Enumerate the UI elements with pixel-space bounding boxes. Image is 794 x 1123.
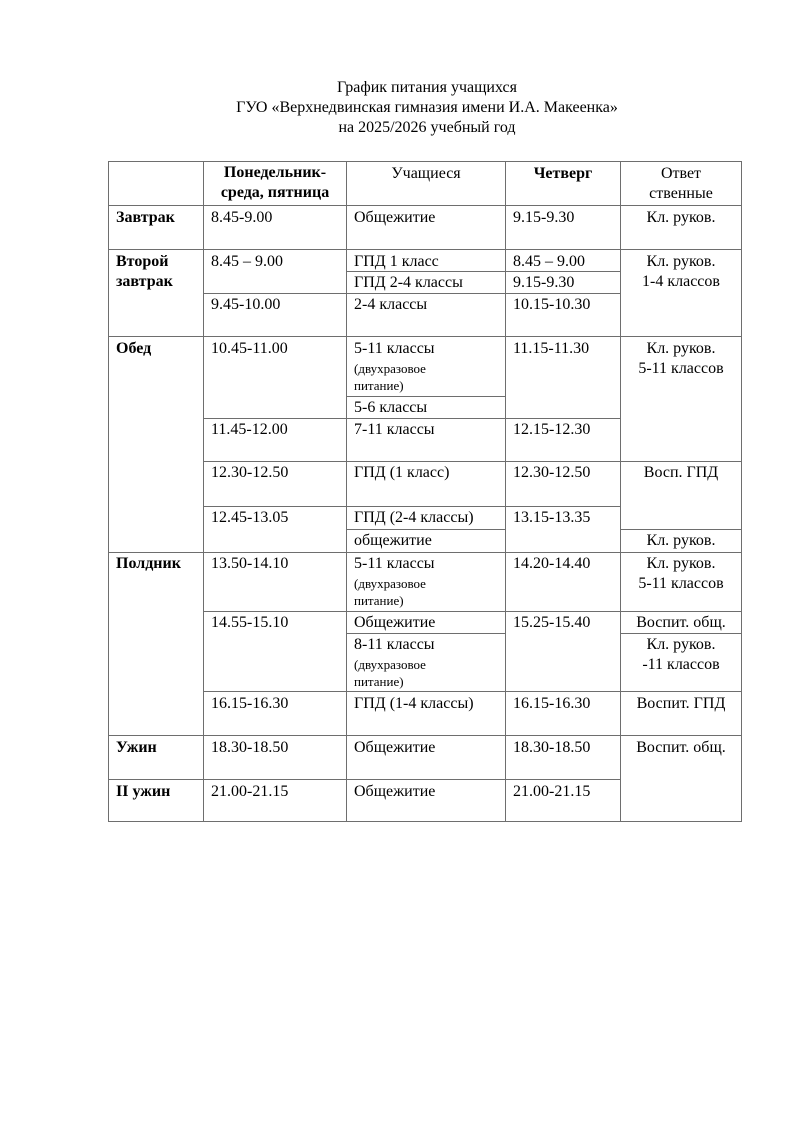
lunch-responsible-4: Восп. ГПД xyxy=(643,464,719,481)
second-breakfast-students-1: ГПД 1 класс xyxy=(354,253,439,270)
lunch-responsible-6: Кл. руков. xyxy=(646,532,716,549)
meal-second-dinner: II ужин xyxy=(116,783,171,800)
dinner-responsible: Воспит. общ. xyxy=(636,739,726,756)
cell-divider xyxy=(346,396,505,397)
snack-responsible-1-line1: Кл. руков. xyxy=(646,555,716,572)
header-responsible-line1: Ответ xyxy=(660,165,702,182)
lunch-students-3: 7-11 классы xyxy=(354,421,435,438)
table-border-right xyxy=(741,161,742,822)
meal-lunch: Обед xyxy=(116,340,152,357)
snack-responsible-1-line2: 5-11 классов xyxy=(638,575,724,592)
second-breakfast-responsible-line2: 1-4 классов xyxy=(642,273,720,290)
dinner-students: Общежитие xyxy=(354,739,436,756)
document-title xyxy=(0,78,794,138)
lunch-thursday-5: 13.15-13.35 xyxy=(513,509,591,526)
lunch-responsible-1-line1: Кл. руков. xyxy=(646,340,716,357)
lunch-students-1-note-line1: (двухразовое xyxy=(354,361,426,376)
second-breakfast-thursday-3: 10.15-10.30 xyxy=(513,296,591,313)
lunch-time-3: 11.45-12.00 xyxy=(211,421,288,438)
snack-students-1-note-line1: (двухразовое xyxy=(354,576,426,591)
second-breakfast-responsible-line1: Кл. руков. xyxy=(646,253,716,270)
meal-snack: Полдник xyxy=(116,555,181,572)
meal-dinner: Ужин xyxy=(116,739,157,756)
snack-students-4: ГПД (1-4 классы) xyxy=(354,695,474,712)
lunch-students-6: общежитие xyxy=(354,532,432,549)
header-days xyxy=(204,163,346,203)
breakfast-time: 8.45-9.00 xyxy=(211,209,273,226)
lunch-time-5: 12.45-13.05 xyxy=(211,509,289,526)
row-divider xyxy=(108,735,742,736)
lunch-time-1: 10.45-11.00 xyxy=(211,340,288,357)
row-divider xyxy=(108,552,742,553)
snack-time-1: 13.50-14.10 xyxy=(211,555,289,572)
snack-students-3-note-line2: питание) xyxy=(354,674,404,689)
lunch-students-1: 5-11 классы xyxy=(354,340,435,357)
header-responsible xyxy=(621,164,741,204)
snack-responsible-4: Воспит. ГПД xyxy=(636,695,726,712)
dinner-time: 18.30-18.50 xyxy=(211,739,289,756)
row-divider xyxy=(108,249,742,250)
snack-responsible-3-line2: -11 классов xyxy=(642,656,720,673)
snack-time-2: 14.55-15.10 xyxy=(211,614,289,631)
header-responsible-line2: ственные xyxy=(649,185,713,202)
lunch-responsible-1-line2: 5-11 классов xyxy=(638,360,724,377)
meal-breakfast: Завтрак xyxy=(116,209,175,226)
cell-divider xyxy=(346,529,505,530)
snack-students-1: 5-11 классы xyxy=(354,555,435,572)
second-breakfast-students-2: ГПД 2-4 классы xyxy=(354,274,463,291)
snack-students-3-note xyxy=(354,656,426,690)
schedule-table xyxy=(108,161,742,822)
snack-responsible-3-line1: Кл. руков. xyxy=(646,636,716,653)
lunch-students-1-note xyxy=(354,360,426,394)
snack-thursday-2: 15.25-15.40 xyxy=(513,614,591,631)
lunch-students-1-note-line2: питание) xyxy=(354,378,404,393)
table-border-left xyxy=(108,161,109,822)
second-breakfast-thursday-2: 9.15-9.30 xyxy=(513,274,575,291)
lunch-thursday-1: 11.15-11.30 xyxy=(513,340,590,357)
header-days-line2: среда, пятница xyxy=(220,184,330,201)
row-divider xyxy=(108,336,742,337)
second-dinner-thursday: 21.00-21.15 xyxy=(513,783,591,800)
header-students: Учащиеся xyxy=(391,165,461,182)
second-breakfast-responsible xyxy=(621,252,741,292)
cell-divider xyxy=(108,779,620,780)
lunch-students-4: ГПД (1 класс) xyxy=(354,464,450,481)
breakfast-responsible: Кл. руков. xyxy=(646,209,716,226)
snack-responsible-2: Воспит. общ. xyxy=(636,614,726,631)
cell-divider xyxy=(620,633,742,634)
col-divider-1 xyxy=(203,161,204,822)
meal-second-breakfast-line1: Второй xyxy=(116,253,169,270)
cell-divider xyxy=(346,633,505,634)
snack-students-3-note-line1: (двухразовое xyxy=(354,657,426,672)
cell-divider xyxy=(203,293,620,294)
meal-second-breakfast-line2: завтрак xyxy=(116,273,173,290)
cell-divider xyxy=(203,611,742,612)
lunch-time-4: 12.30-12.50 xyxy=(211,464,289,481)
second-breakfast-time-1: 8.45 – 9.00 xyxy=(211,253,283,270)
title-line-1: График питания учащихся xyxy=(337,79,517,96)
lunch-thursday-3: 12.15-12.30 xyxy=(513,421,591,438)
snack-responsible-3 xyxy=(621,635,741,675)
lunch-thursday-4: 12.30-12.50 xyxy=(513,464,591,481)
cell-divider xyxy=(203,418,620,419)
cell-divider xyxy=(203,461,742,462)
snack-thursday-4: 16.15-16.30 xyxy=(513,695,591,712)
snack-students-1-note xyxy=(354,575,426,609)
second-breakfast-thursday-1: 8.45 – 9.00 xyxy=(513,253,585,270)
row-divider xyxy=(108,205,742,206)
col-divider-3 xyxy=(505,161,506,822)
second-breakfast-students-3: 2-4 классы xyxy=(354,296,428,313)
snack-students-2: Общежитие xyxy=(354,614,436,631)
lunch-students-5: ГПД (2-4 классы) xyxy=(354,509,474,526)
second-dinner-students: Общежитие xyxy=(354,783,436,800)
snack-students-1-note-line2: питание) xyxy=(354,593,404,608)
header-days-line1: Понедельник- xyxy=(223,164,327,181)
meal-second-breakfast xyxy=(116,252,173,292)
snack-thursday-1: 14.20-14.40 xyxy=(513,555,591,572)
breakfast-thursday: 9.15-9.30 xyxy=(513,209,575,226)
second-dinner-time: 21.00-21.15 xyxy=(211,783,289,800)
title-line-3: на 2025/2026 учебный год xyxy=(338,119,516,136)
cell-divider xyxy=(203,691,742,692)
snack-students-3: 8-11 классы xyxy=(354,636,435,653)
title-line-2: ГУО «Верхнедвинская гимназия имени И.А. Макеенка» xyxy=(236,99,618,116)
col-divider-2 xyxy=(346,161,347,822)
cell-divider xyxy=(203,506,620,507)
lunch-responsible-1 xyxy=(621,339,741,379)
header-thursday: Четверг xyxy=(533,165,593,182)
snack-time-4: 16.15-16.30 xyxy=(211,695,289,712)
second-breakfast-time-3: 9.45-10.00 xyxy=(211,296,281,313)
lunch-students-2: 5-6 классы xyxy=(354,399,428,416)
snack-responsible-1 xyxy=(621,554,741,594)
merged-cell-mask xyxy=(621,778,741,781)
breakfast-students: Общежитие xyxy=(354,209,436,226)
dinner-thursday: 18.30-18.50 xyxy=(513,739,591,756)
cell-divider xyxy=(620,529,742,530)
